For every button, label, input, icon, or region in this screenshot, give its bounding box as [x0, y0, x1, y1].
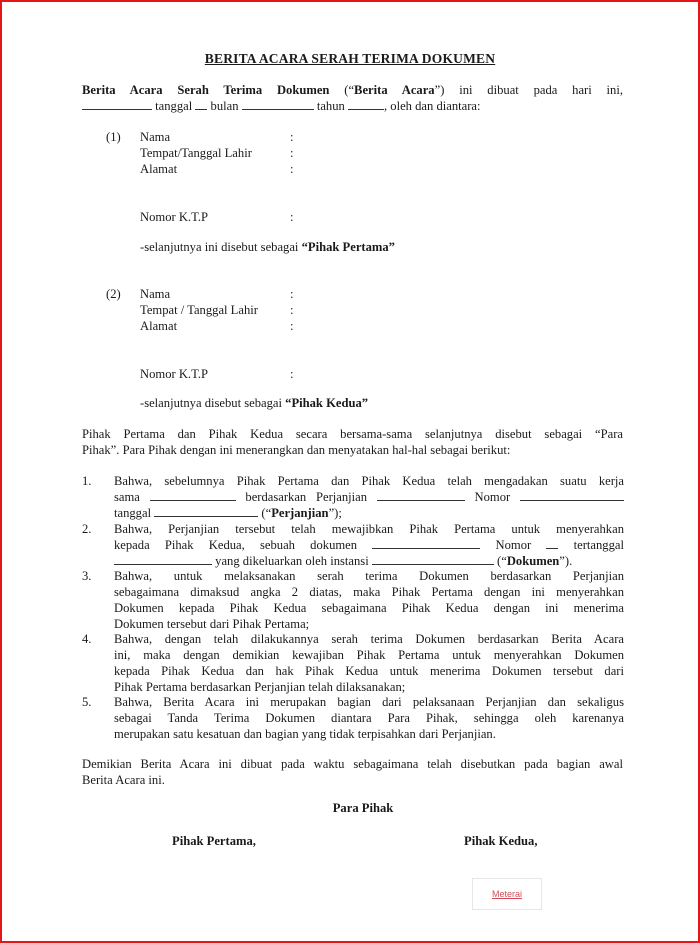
party-1-birth-label: Tempat/Tanggal Lahir [140, 146, 252, 160]
point-2-line-3: yang dikeluarkan oleh instansi (“Dokumen”). [114, 553, 624, 569]
party-2-name-colon: : [290, 287, 294, 301]
point-3-line-1: Bahwa, untuk melaksanakan serah terima Dokumen berdasarkan Perjanjian [114, 569, 624, 583]
party-2-birth-colon: : [290, 303, 294, 317]
para-pihak-paragraph [82, 426, 623, 458]
point-4-number: 4. [82, 632, 92, 646]
point-4-line-2: ini, maka dengan demikian kewajiban Pihak Pertama untuk menyerahkan Dokumen [114, 648, 624, 662]
party-2-ktp-colon: : [290, 367, 294, 381]
para-pihak-line-1: Pihak Pertama dan Pihak Kedua secara bersama-sama selanjutnya disebut sebagai “Para [82, 427, 623, 441]
party-2-birth-label: Tempat / Tanggal Lahir [140, 303, 258, 317]
signatures-heading: Para Pihak [332, 801, 394, 815]
party-1-address-label: Alamat [140, 162, 178, 176]
intro-line-1: Berita Acara Serah Terima Dokumen (“Berita Acara”) ini dibuat pada hari ini, [82, 83, 623, 97]
party-2-number: (2) [106, 287, 121, 301]
party-2-address-colon: : [290, 319, 294, 333]
point-3-line-2: sebagaimana dimaksud angka 2 diatas, maka Pihak Pertama dengan ini menyerahkan [114, 585, 624, 599]
closing-paragraph [82, 756, 623, 788]
point-2-line-1: Bahwa, Perjanjian tersebut telah mewajibkan Pihak Pertama untuk menyerahkan [114, 522, 624, 536]
point-5-line-1: Bahwa, Berita Acara ini merupakan bagian dari pelaksanaan Perjanjian dan sekaligus [114, 695, 624, 709]
party-2-name-label: Nama [140, 287, 171, 301]
point-1-number: 1. [82, 474, 92, 488]
meterai-stamp: Meterai [472, 878, 542, 910]
para-pihak-line-2: Pihak”. Para Pihak dengan ini menerangkan dan menyatakan hal-hal sebagai berikut: [82, 443, 511, 457]
point-5-line-3: merupakan satu kesatuan dan bagian yang tidak terpisahkan dari Perjanjian. [114, 727, 496, 741]
party-1-name-colon: : [290, 130, 294, 144]
party-1-address-colon: : [290, 162, 294, 176]
signature-pihak-pertama: Pihak Pertama, [172, 834, 256, 848]
point-3-line-3: Dokumen kepada Pihak Kedua sebagaimana Pihak Kedua dengan ini menerima [114, 601, 624, 615]
point-4-line-3: kepada Pihak Kedua dan hak Pihak Kedua untuk menerima Dokumen tersebut dari [114, 664, 624, 678]
party-1-name-label: Nama [140, 130, 171, 144]
closing-line-1: Demikian Berita Acara ini dibuat pada waktu sebagaimana telah disebutkan pada bagian awal [82, 757, 623, 771]
point-3-number: 3. [82, 569, 92, 583]
party-1-number: (1) [106, 130, 121, 144]
point-1-line-1: Bahwa, sebelumnya Pihak Pertama dan Pihak Kedua telah mengadakan suatu kerja [114, 474, 624, 488]
document-title: BERITA ACARA SERAH TERIMA DOKUMEN [204, 51, 496, 66]
party-1-ktp-label: Nomor K.T.P [140, 210, 208, 224]
point-5-number: 5. [82, 695, 92, 709]
signature-pihak-kedua: Pihak Kedua, [464, 834, 538, 848]
party-2-ktp-label: Nomor K.T.P [140, 367, 208, 381]
point-2-line-2: kepada Pihak Kedua, sebuah dokumen Nomor tertanggal [114, 538, 624, 552]
point-4-line-4: Pihak Pertama berdasarkan Perjanjian telah dilaksanakan; [114, 680, 406, 694]
party-1-birth-colon: : [290, 146, 294, 160]
closing-line-2: Berita Acara ini. [82, 773, 165, 787]
party-2-designation: -selanjutnya disebut sebagai “Pihak Kedua” [140, 396, 369, 410]
party-2-address-label: Alamat [140, 319, 178, 333]
party-1-ktp-colon: : [290, 210, 294, 224]
date-blank [195, 98, 207, 110]
point-5-line-2: sebagai Tanda Terima Dokumen diantara Para Pihak, sehingga oleh karenanya [114, 711, 624, 725]
point-1-line-3: tanggal (“Perjanjian”); [114, 506, 342, 520]
day-blank [82, 98, 152, 110]
point-2-number: 2. [82, 522, 92, 536]
month-blank [242, 98, 314, 110]
year-blank [348, 98, 384, 110]
intro-line-2: tanggal bulan tahun , oleh dan diantara: [82, 98, 481, 114]
party-1-designation: -selanjutnya ini disebut sebagai “Pihak Pertama” [140, 240, 395, 254]
point-4-line-1: Bahwa, dengan telah dilakukannya serah terima Dokumen berdasarkan Berita Acara [114, 632, 624, 646]
point-1-line-2: sama berdasarkan Perjanjian Nomor [114, 489, 624, 505]
point-3-line-4: Dokumen tersebut dari Pihak Pertama; [114, 617, 310, 631]
